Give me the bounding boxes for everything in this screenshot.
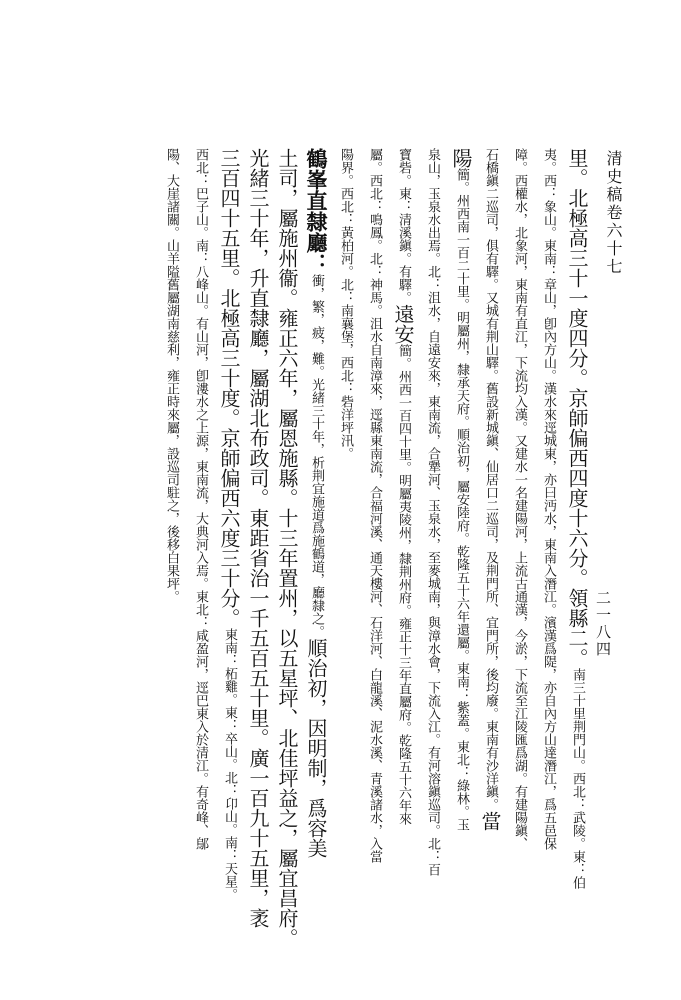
annotation-text: 屬。西北：鳴鳳。北：神馬。沮水自南漳來，逕縣東南流，合福河溪、通天樓河、石洋河、白龍溪、泥水溪、青溪諸水，入當 (367, 148, 382, 863)
text-column (477, 148, 503, 948)
main-text: 遠安 (391, 304, 415, 344)
body-text (80, 148, 590, 948)
annotation-text: 簡。州西南一百二十里。明屬州，隸承天府。順治初，屬安陸府。乾隆五十六年還屬。東南：紫蓋。東北：綠林。玉 (454, 168, 469, 831)
annotation-text: 陽界。西北：黃柏河。北：南襄堡，西北：砦洋坪汛。 (338, 148, 353, 460)
annotation-text: 衝，繁，疲，難。光緒三十年，析荆宜施道爲施鶴道，廳隸之。 (309, 274, 324, 638)
annotation-text: 夷。西：象山。東南：章山，卽內方山。漢水來逕城東，亦曰沔水，東南入潛江。濱漢爲隄，亦自內方山達潛江，爲五邑保 (541, 148, 556, 850)
annotation-text: 簡。州西一百四十里。明屬夷陵州，隸荆州府。雍正十三年直屬府。乾隆五十六年來 (396, 344, 411, 825)
annotation-text: 陽、大崖諸關。山羊隘舊屬湖南慈利，雍正時來屬，設巡司駐之，後移白果坪。 (164, 148, 179, 603)
annotation-text: 寶砦。東：清溪鎭。有驛。 (396, 148, 411, 304)
annotation-text: 西北：巴子山。南：八峰山。有山河，卽漊水之上源，東南流，大典河入焉。東北：咸盈河，逕巴東入於清江。有奇峰、鄔 (193, 148, 208, 850)
text-column (332, 148, 358, 948)
text-column (216, 148, 242, 948)
text-column (506, 148, 532, 948)
text-column (158, 148, 184, 948)
text-column (245, 148, 271, 948)
annotation-text: 石橋鎭二巡司，俱有驛。又城有荆山驛。舊設新城鎭、仙居口二巡司，及荆門所、宜門所，後均廢。東南有沙洋鎭。 (483, 148, 498, 811)
annotation-text: 東南：柘雞。東：卒山。北：卬山。南：天星。 (222, 628, 237, 901)
main-text: 當 (478, 811, 502, 831)
annotation-text: 障。西權水，北象河，東南有直江，下流均入漢。又建水一名建陽河，上流古通漢，今淤，下流至江陵匯爲湖。有建陽鎭、 (512, 148, 527, 850)
text-column (419, 148, 445, 948)
text-column (390, 148, 416, 948)
section-heading: 鶴峯直隸廳： (304, 148, 329, 274)
main-text: 土司，屬施州衞。雍正六年，屬恩施縣。十三年置州，以五星坪、北佳坪益之，屬宜昌府。 (275, 148, 299, 948)
annotation-text: 南三十里荆門山。西北：武陵。東：伯 (570, 668, 585, 889)
running-head: 清史稿卷六十七 (604, 150, 623, 276)
main-text: 陽 (449, 148, 473, 168)
main-text: 三百四十五里。北極高三十度。京師偏西六度三十分。 (217, 148, 241, 628)
annotation-text: 泉山，玉泉水出焉。北：沮水，自遠安來，東南流，合犟河、玉泉水，至麥城南，與漳水會，下流入江。有河溶鎭巡司。北：百 (425, 148, 440, 876)
main-text: 里。北極高三十一度四分。京師偏西四度十六分。領縣二。 (565, 148, 589, 668)
text-column (361, 148, 387, 948)
text-column (187, 148, 213, 948)
main-text: 光緒三十年，升直隸廳，屬湖北布政司。東距省治一千五百五十里。廣一百九十五里，袤 (246, 148, 270, 928)
main-text: 順治初，因明制，爲容美 (304, 638, 328, 858)
text-column (303, 148, 329, 948)
page-number: 二一八四 (594, 590, 612, 658)
text-column (564, 148, 590, 948)
text-column (535, 148, 561, 948)
text-column (448, 148, 474, 948)
text-column (274, 148, 300, 948)
